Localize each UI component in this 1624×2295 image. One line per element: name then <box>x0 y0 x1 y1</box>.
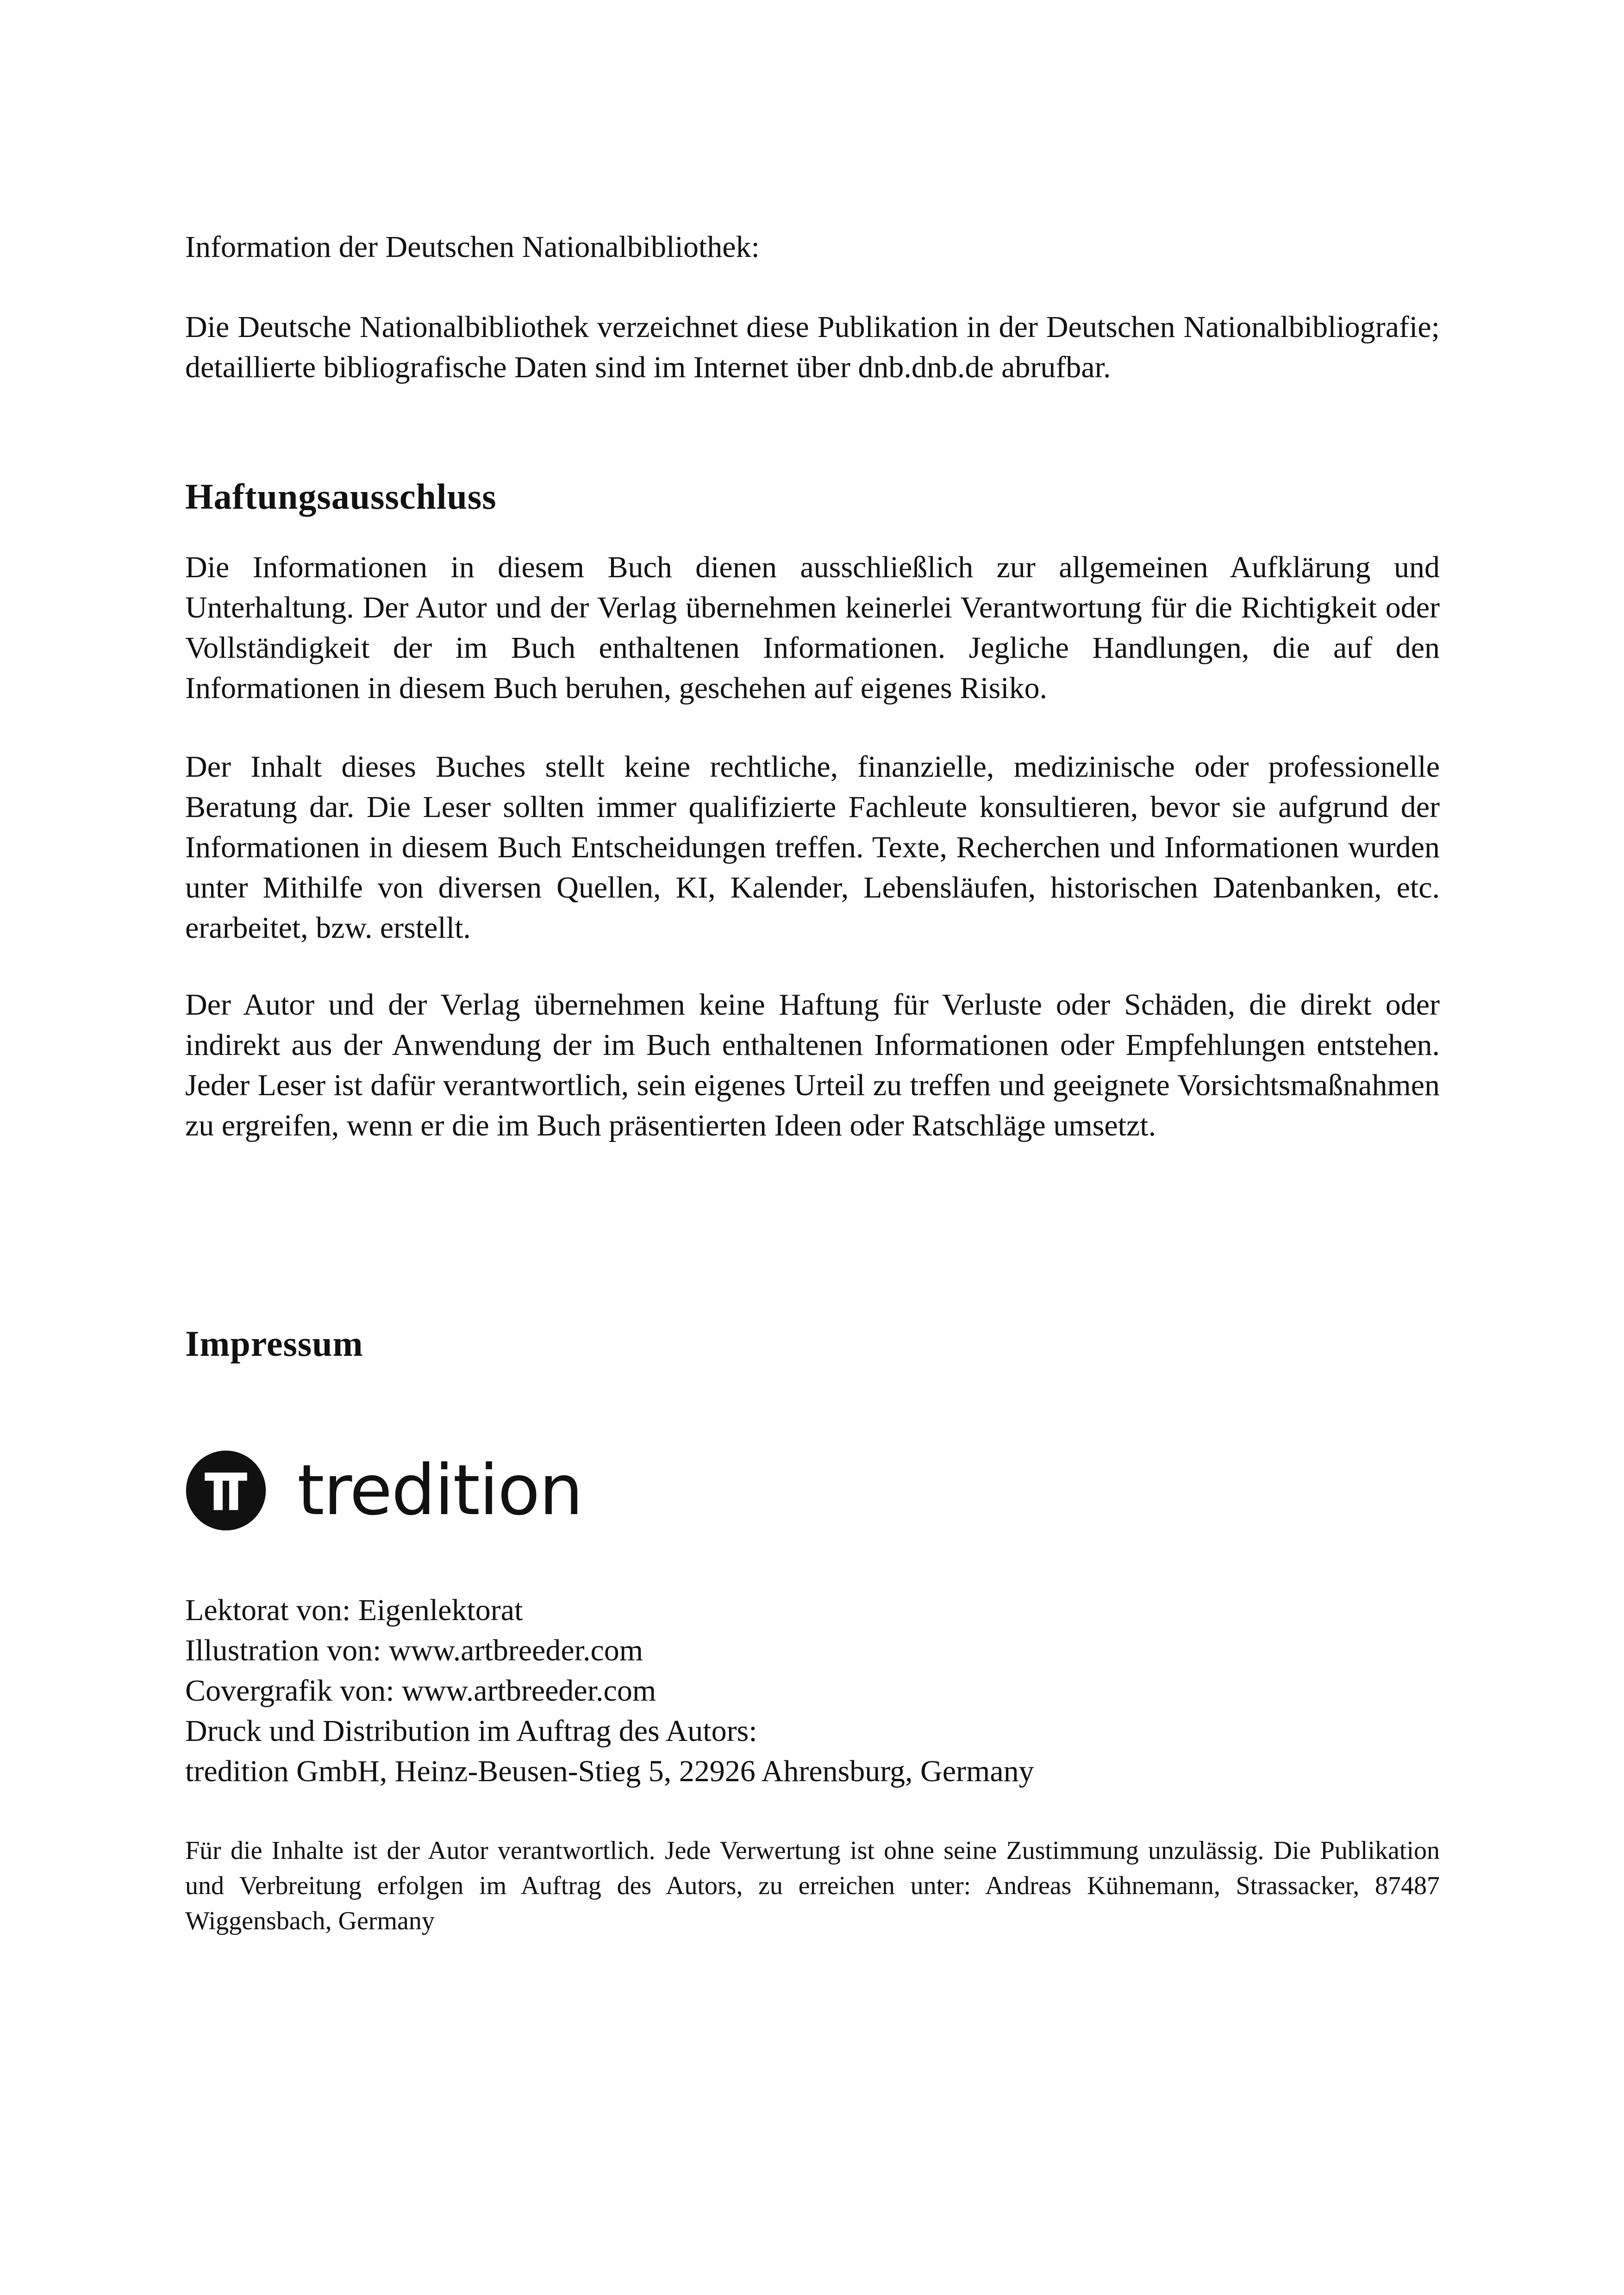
disclaimer-heading: Haftungsausschluss <box>185 476 497 517</box>
disclaimer-paragraph: Der Autor und der Verlag übernehmen keine Haftung für Verluste oder Schäden, die direkt oder indirekt aus der Anwendung der im Buch enthaltenen Informationen oder Empfehlungen entstehen. Jeder Leser ist dafür verantwortlich, sein eigenes Urteil zu treffen und geeignete Vorsichtsmaßnahmen zu ergreifen, wenn er die im Buch präsentierten Ideen oder Ratschläge umsetzt. <box>185 988 1440 1142</box>
disclaimer-paragraph-2-block <box>185 747 1440 948</box>
impressum-heading-block <box>185 1322 1440 1366</box>
impressum-line: Lektorat von: Eigenlektorat <box>185 1593 523 1627</box>
tredition-logo-text: tredition <box>297 1450 582 1531</box>
disclaimer-paragraph: Die Informationen in diesem Buch dienen ausschließlich zur allgemeinen Aufklärung und Unterhaltung. Der Autor und der Verlag übernehmen keinerlei Verantwortung für die Richtigkeit oder Vollständigkeit der im Buch enthaltenen Informationen. Jegliche Handlungen, die auf den Informationen in diesem Buch beruhen, geschehen auf eigenes Risiko. <box>185 550 1440 705</box>
dnb-title: Information der Deutschen Nationalbibliothek: <box>185 230 760 264</box>
impressum-line: Druck und Distribution im Auftrag des Autors: <box>185 1714 757 1748</box>
impressum-lines <box>185 1590 1440 1791</box>
tredition-logo-icon <box>185 1450 267 1531</box>
impressum-line: Covergrafik von: www.artbreeder.com <box>185 1674 656 1708</box>
impressum-list <box>185 1590 1440 1791</box>
dnb-text: Die Deutsche Nationalbibliothek verzeichnet diese Publikation in der Deutschen Nationalbibliografie; detaillierte bibliografische Daten sind im Internet über dnb.dnb.de abrufbar. <box>185 310 1440 384</box>
dnb-text-block <box>185 307 1440 387</box>
document-page <box>185 0 1440 2295</box>
tredition-logo <box>185 1444 582 1537</box>
impressum-line: Illustration von: www.artbreeder.com <box>185 1634 643 1667</box>
disclaimer-paragraph-1-block <box>185 547 1440 708</box>
impressum-note-block <box>185 1833 1440 1939</box>
disclaimer-paragraph-3-block <box>185 985 1440 1146</box>
impressum-line: tredition GmbH, Heinz-Beusen-Stieg 5, 22926 Ahrensburg, Germany <box>185 1754 1034 1788</box>
dnb-section <box>185 227 1440 267</box>
impressum-note: Für die Inhalte ist der Autor verantwortlich. Jede Verwertung ist ohne seine Zustimmung unzulässig. Die Publikation und Verbreitung erfolgen im Auftrag des Autors, zu erreichen unter: Andreas Kühnemann, Strassacker, 87487 Wiggensbach, Germany <box>185 1836 1440 1935</box>
disclaimer-paragraph: Der Inhalt dieses Buches stellt keine rechtliche, finanzielle, medizinische oder professionelle Beratung dar. Die Leser sollten immer qualifizierte Fachleute konsultieren, bevor sie aufgrund der Informationen in diesem Buch Entscheidungen treffen. Texte, Recherchen und Informationen wurden unter Mithilfe von diversen Quellen, KI, Kalender, Lebensläufen, historischen Datenbanken, etc. erarbeitet, bzw. erstellt. <box>185 750 1440 945</box>
impressum-heading: Impressum <box>185 1323 363 1364</box>
disclaimer-heading-block <box>185 474 1440 519</box>
